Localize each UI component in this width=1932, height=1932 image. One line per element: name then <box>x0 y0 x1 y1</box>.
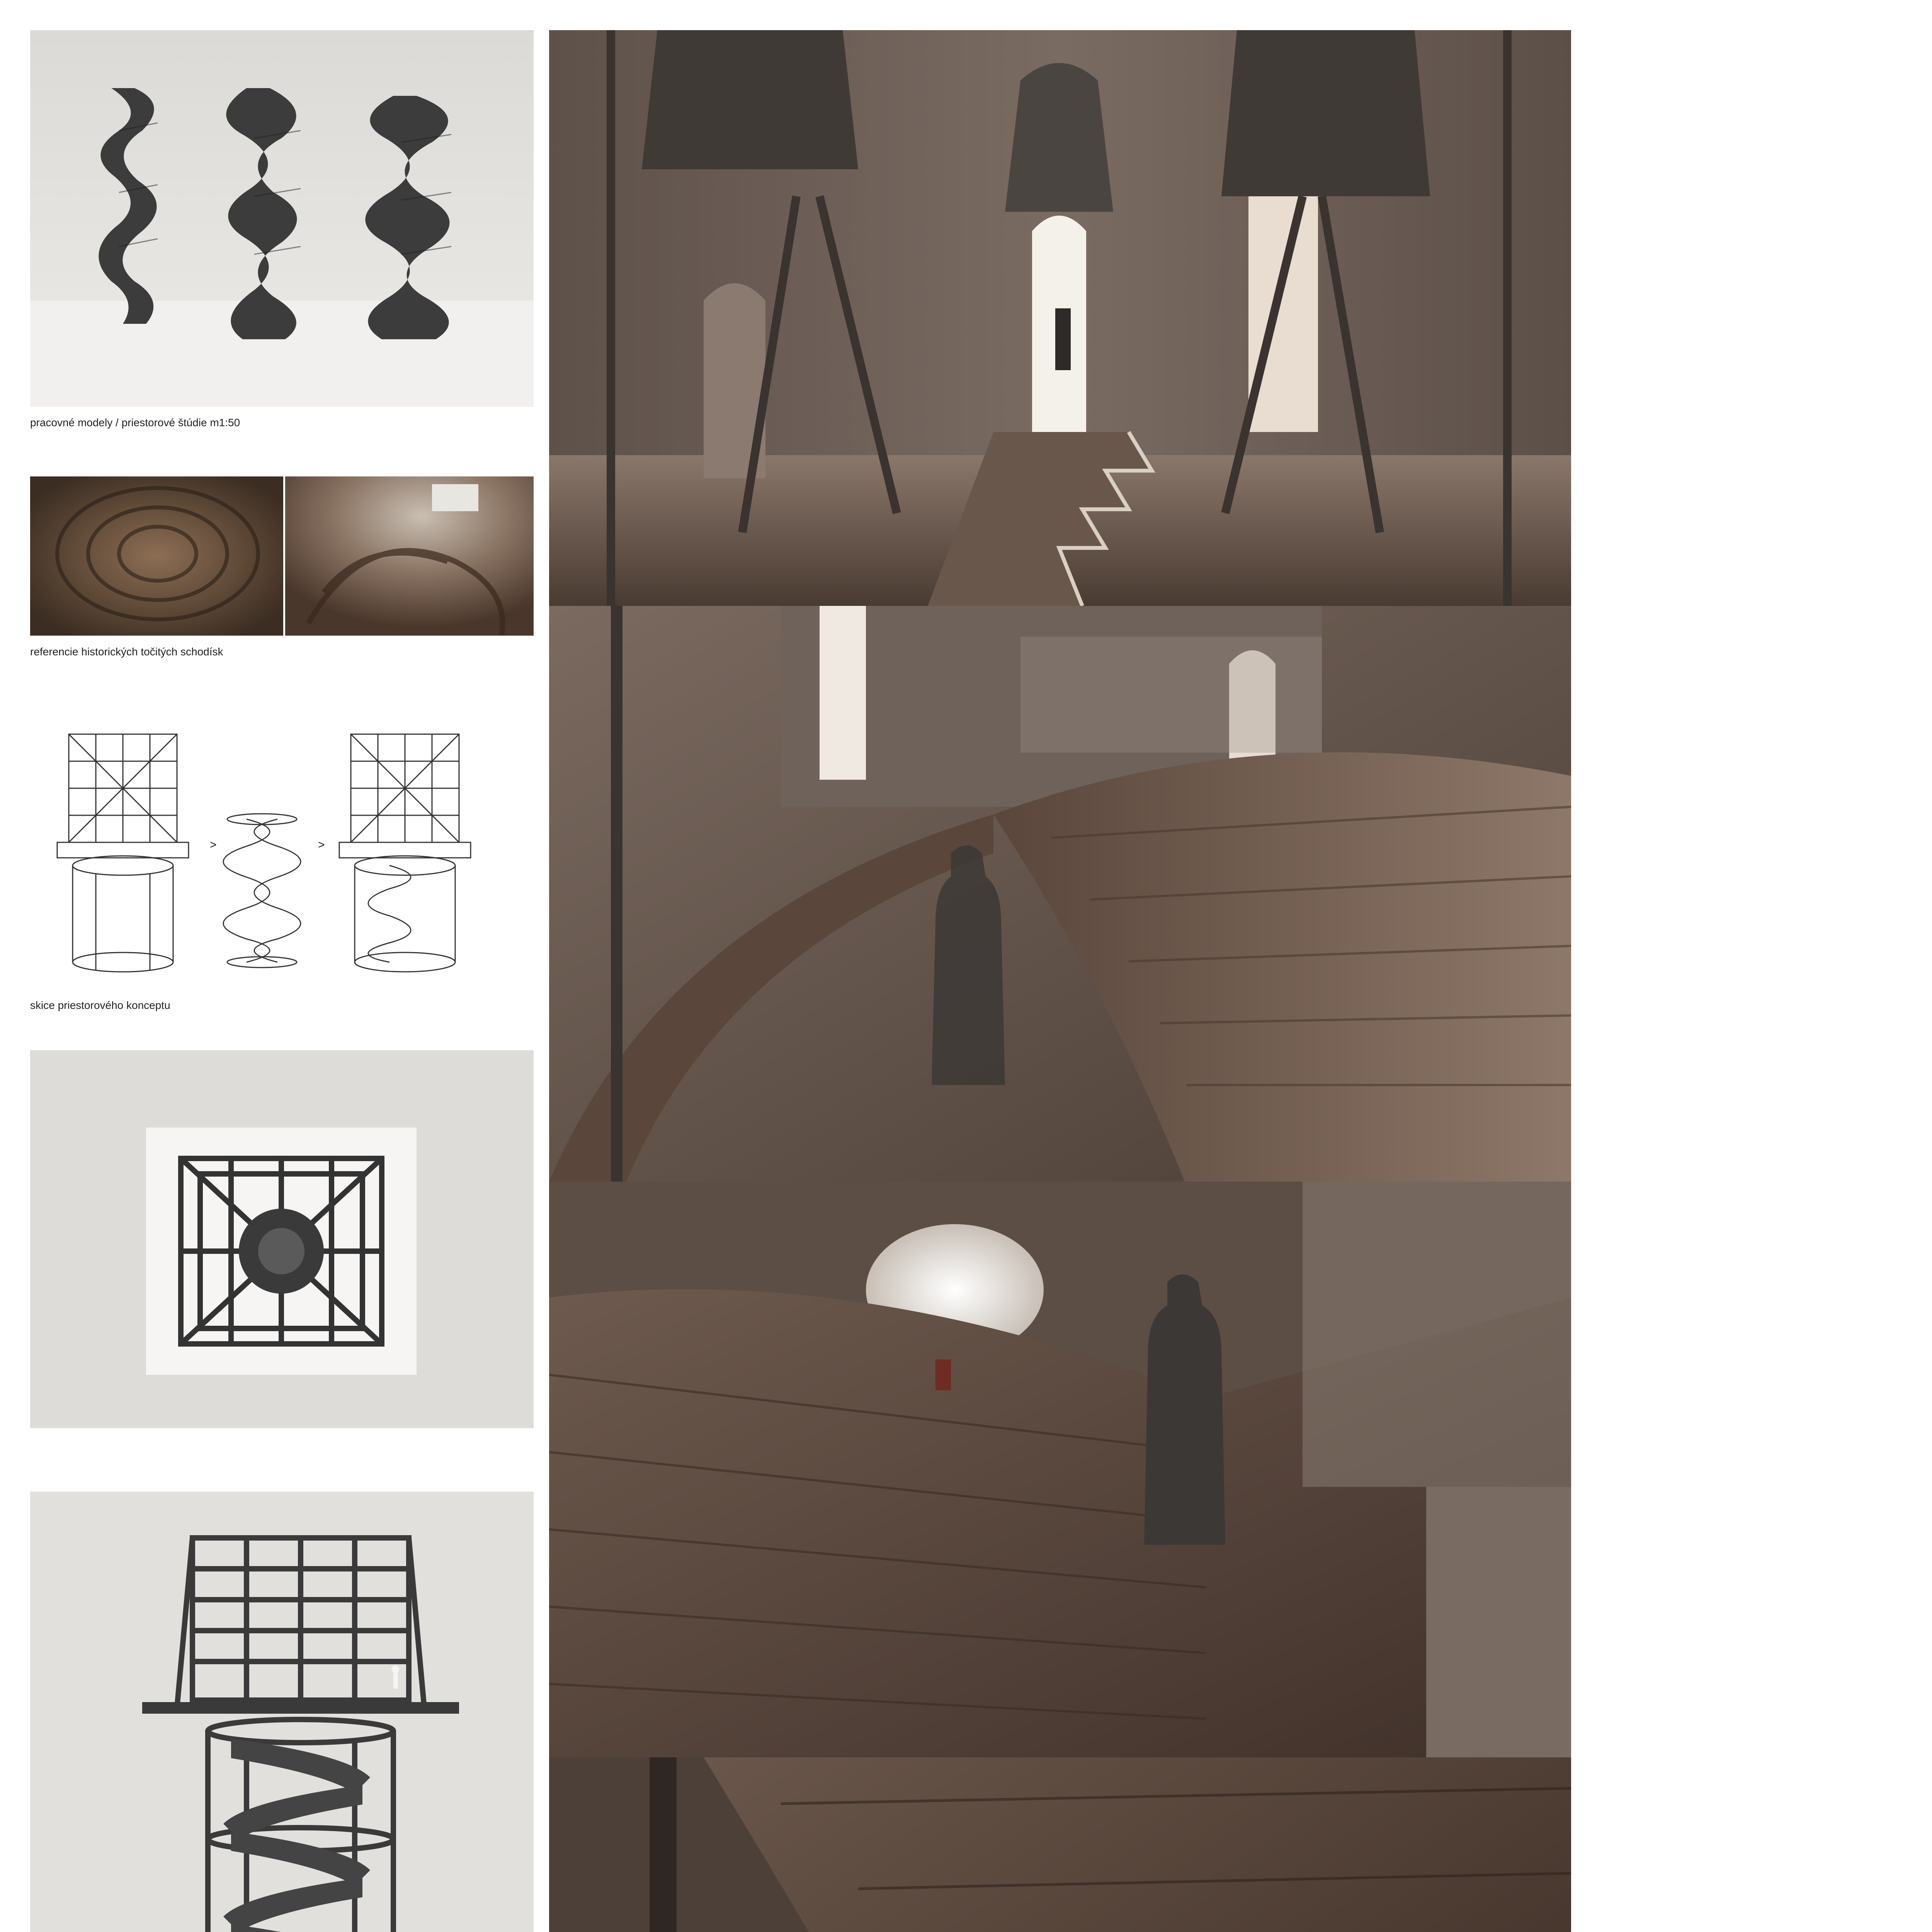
sketch-arrow: > <box>318 838 325 851</box>
render-spiral-stair-3 <box>549 1757 1571 1932</box>
working-models-photo <box>30 30 534 407</box>
reference-stairs-photo <box>30 476 534 636</box>
render-spiral-stair-2 <box>549 1182 1571 1757</box>
render-spiral-stair-1 <box>549 606 1571 1182</box>
caption-working-models: pracovné modely / priestorové štúdie m1:50 <box>30 417 240 429</box>
model-top-view-photo <box>30 1050 534 1428</box>
caption-references: referencie historických točitých schodísk <box>30 646 223 658</box>
caption-sketches: skice priestorového konceptu <box>30 999 170 1011</box>
sketch-arrow: > <box>210 838 217 851</box>
render-bell-chamber <box>549 30 1571 606</box>
physical-model-photo-1 <box>30 1492 534 1932</box>
concept-sketches <box>30 711 534 981</box>
